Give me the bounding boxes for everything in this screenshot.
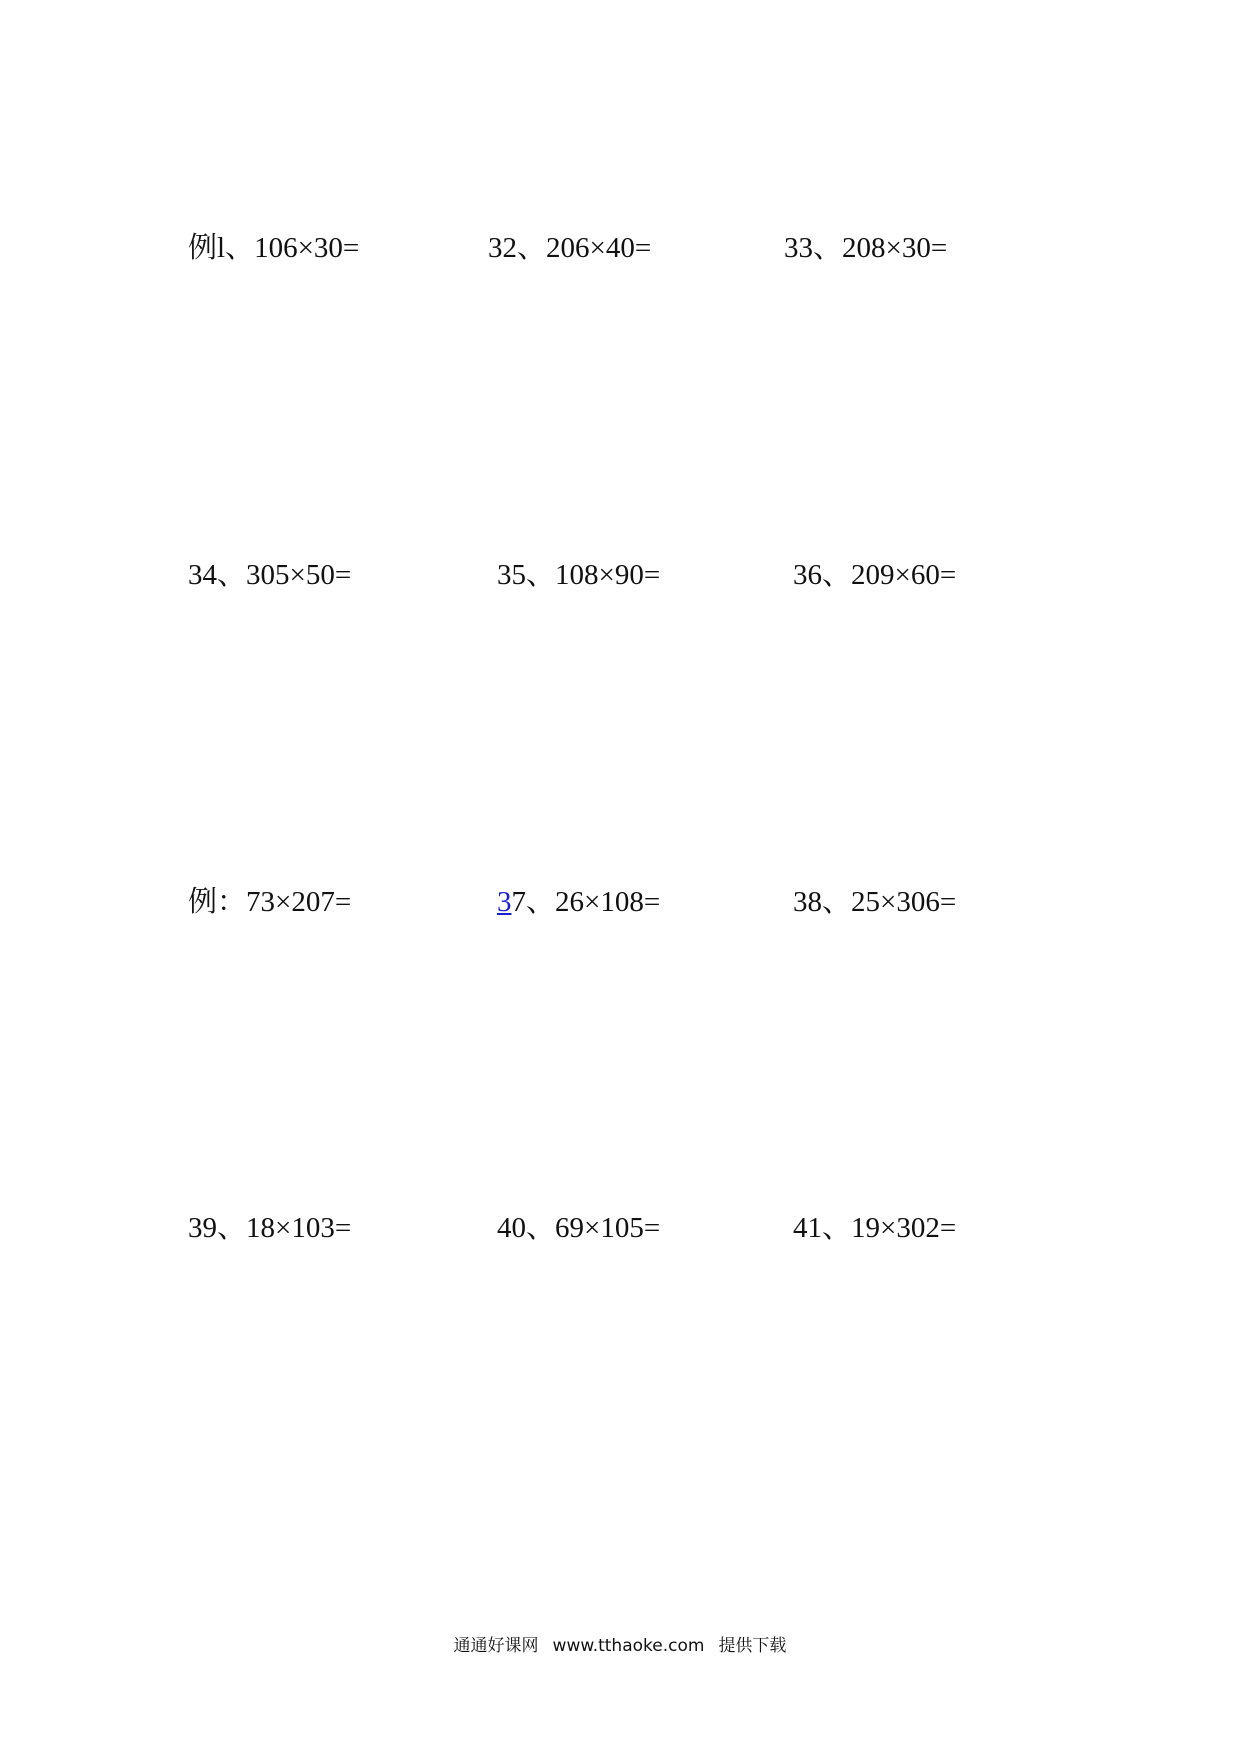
problem-label: 7、 [511, 886, 556, 918]
problem-36 [793, 555, 956, 595]
footer-url[interactable]: www.tthaoke.com [552, 1636, 705, 1656]
problem-39 [188, 1208, 351, 1248]
problem-label: 32、 [488, 232, 547, 264]
problem-33 [784, 228, 947, 268]
problem-expression: 25×306= [851, 886, 957, 918]
footer-suffix: 提供下载 [718, 1636, 787, 1656]
problem-34 [188, 555, 351, 595]
problem-expression: 18×103= [246, 1212, 352, 1244]
problem-expression: 106×30= [254, 232, 360, 264]
problem-label: 39、 [188, 1212, 247, 1244]
problem-38 [793, 882, 956, 922]
problem-label: 40、 [497, 1212, 556, 1244]
problem-expression: 305×50= [246, 559, 352, 591]
problem-example-2 [188, 882, 351, 922]
problem-32 [488, 228, 651, 268]
problem-label: 例l、 [188, 232, 255, 264]
problem-label: 33、 [784, 232, 843, 264]
problem-40 [497, 1208, 660, 1248]
problem-row-2 [0, 555, 1240, 595]
problem-35 [497, 555, 660, 595]
problem-row-1 [0, 228, 1240, 268]
problem-expression: 26×108= [555, 886, 661, 918]
problem-expression: 73×207= [246, 886, 352, 918]
problem-number-link[interactable]: 3 [497, 886, 512, 918]
problem-example-1 [188, 228, 359, 268]
problem-label: 41、 [793, 1212, 852, 1244]
problem-label: 36、 [793, 559, 852, 591]
problem-label: 34、 [188, 559, 247, 591]
problem-label: 35、 [497, 559, 556, 591]
problem-label: 38、 [793, 886, 852, 918]
problem-37 [497, 882, 660, 922]
problem-expression: 69×105= [555, 1212, 661, 1244]
problem-row-4 [0, 1208, 1240, 1248]
problem-row-3 [0, 882, 1240, 922]
problem-41 [793, 1208, 956, 1248]
problem-expression: 108×90= [555, 559, 661, 591]
problem-expression: 208×30= [842, 232, 948, 264]
footer-site-name: 通通好课网 [453, 1636, 539, 1656]
problem-expression: 19×302= [851, 1212, 957, 1244]
page-footer [0, 1634, 1240, 1658]
problem-expression: 206×40= [546, 232, 652, 264]
problem-label: 例： [188, 886, 247, 918]
problem-expression: 209×60= [851, 559, 957, 591]
